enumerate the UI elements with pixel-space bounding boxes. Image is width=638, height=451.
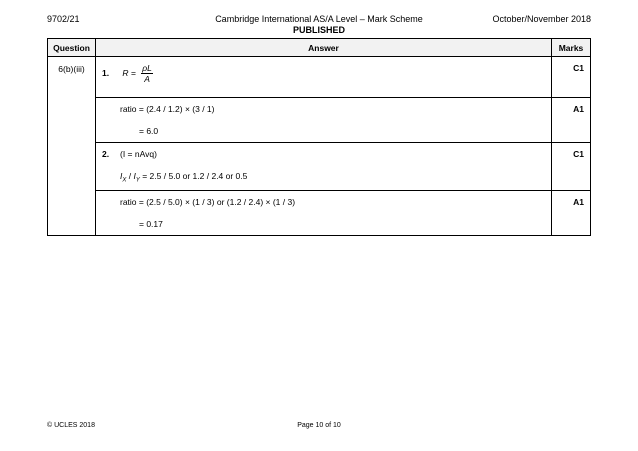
page-number: Page 10 of 10 [297,422,341,429]
current-ratio-line: $I_X / I_Y = 2.5 / 5.0$ or 1.2 / 2.4 or 0.5 [120,171,248,184]
table-row [48,98,591,143]
current-y: I [133,171,136,181]
answer-cell [96,98,552,143]
ratio-result: = 6.0 [139,126,159,136]
question-number: 6(b)(iii) [48,57,96,236]
subscript-x: X [122,177,127,184]
resistance-formula [141,63,153,84]
subscript-y: Y [135,177,140,184]
current-equation: (I = nAvq) [120,149,157,159]
step-number: 2. [102,149,110,159]
copyright-notice: © UCLES 2018 [47,422,95,429]
formula-lhs: R = [122,67,136,78]
table-header-row [48,39,591,57]
mark-cell: C1 [552,143,591,191]
table-row [48,190,591,235]
current-equation-line [102,149,551,159]
question-column-header: Question [48,39,96,57]
mark-scheme-table [47,38,591,236]
answer-cell [96,190,552,235]
marks-column-header: Marks [552,39,591,57]
formula-numerator: ρL [142,63,152,73]
exam-session: October/November 2018 [492,14,591,24]
published-label: PUBLISHED [292,25,345,35]
mark-cell: C1 [552,57,591,98]
answer-cell [96,143,552,191]
current-x: I [120,171,123,181]
current-ratio-values: = 2.5 / 5.0 or 1.2 / 2.4 or 0.5 [139,171,248,181]
mark-cell: A1 [552,190,591,235]
final-ratio-line: ratio = (2.5 / 5.0) × (1 / 3) or (1.2 / 2.4) × (1 / 3) [120,196,296,207]
answer-cell [96,57,552,98]
title-text: Cambridge International AS/A Level – Mark Scheme [215,14,423,24]
table-row [48,143,591,191]
formula-denominator: A [144,74,150,84]
ratio-line: ratio = (2.4 / 1.2) × (3 / 1) [120,104,215,114]
mark-cell: A1 [552,98,591,143]
syllabus-code: 9702/21 [47,14,80,24]
step-number: 1. [102,67,110,78]
answer-column-header: Answer [96,39,552,57]
table-row [48,57,591,98]
final-ratio-result: = 0.17 [139,218,163,229]
